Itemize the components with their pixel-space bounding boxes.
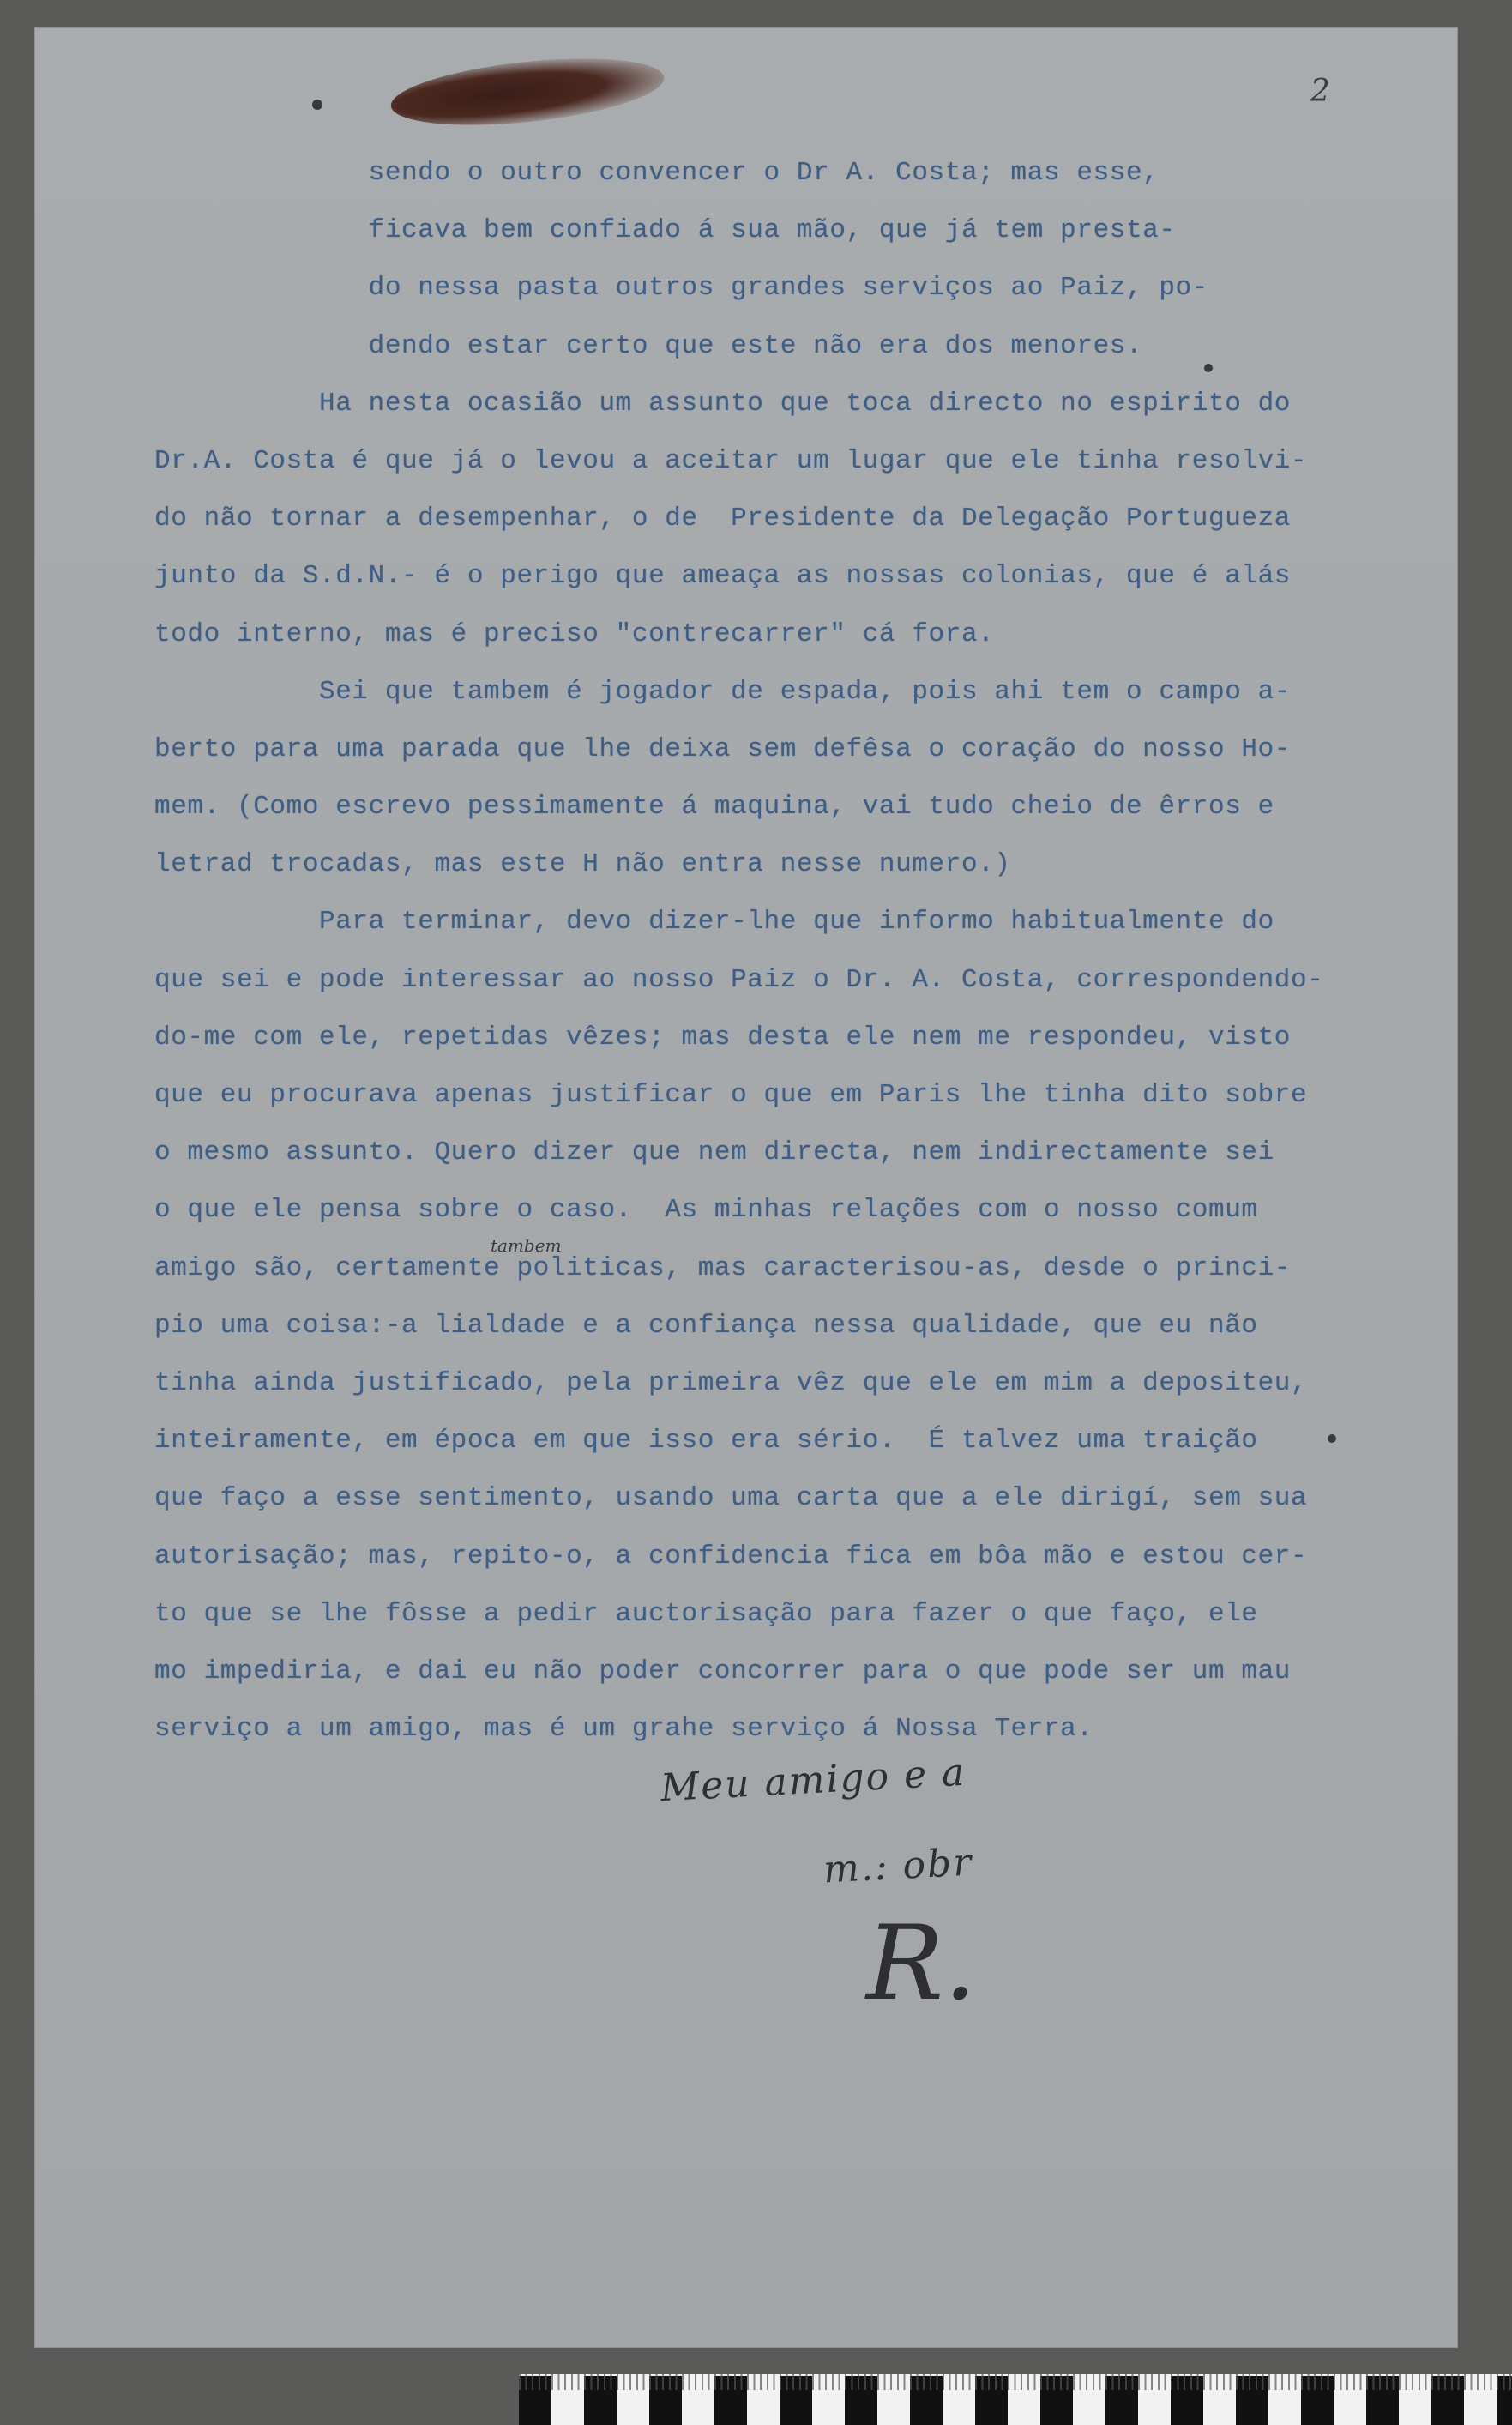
text-line: tinha ainda justificado, pela primeira vêz que ele em mim a depositeu,: [154, 1367, 1308, 1398]
text-line: que eu procurava apenas justificar o que em Paris lhe tinha dito sobre: [154, 1080, 1308, 1110]
page-number: 2: [1310, 74, 1330, 109]
text-line: to que se lhe fôsse a pedir auctorisação para fazer o que faço, ele: [154, 1598, 1258, 1629]
text-line: junto da S.d.N.- é o perigo que ameaça as nossas colonias, que é alás: [154, 561, 1292, 592]
ink-speck: [312, 100, 322, 110]
signature-closing-line1: Meu amigo e a: [659, 1750, 967, 1811]
text-line: do não tornar a desempenhar, o de Presidente da Delegação Portugueza: [154, 504, 1292, 534]
text-line: que faço a esse sentimento, usando uma carta que a ele dirigí, sem sua: [154, 1483, 1308, 1514]
text-line: do-me com ele, repetidas vêzes; mas desta ele nem me respondeu, visto: [154, 1022, 1292, 1053]
text-line: o mesmo assunto. Quero dizer que nem directa, nem indirectamente sei: [154, 1137, 1274, 1168]
text-line: autorisação; mas, repito-o, a confidencia fica em bôa mão e estou cer-: [154, 1541, 1308, 1571]
text-line: dendo estar certo que este não era dos menores.: [154, 330, 1143, 361]
text-line: sendo o outro convencer o Dr A. Costa; mas esse,: [154, 158, 1160, 188]
text-line: Para terminar, devo dizer-lhe que informo habitualmente do: [154, 907, 1274, 938]
signature-initial: R.: [866, 1904, 977, 2024]
ink-stain: [388, 47, 667, 136]
text-line: pio uma coisa:-a lialdade e a confiança nessa qualidade, que eu não: [154, 1310, 1258, 1341]
text-line: mem. (Como escrevo pessimamente á maquina, vai tudo cheio de êrros e: [154, 792, 1274, 823]
text-line: todo interno, mas é preciso "contrecarrer" cá fora.: [154, 618, 995, 649]
signature-closing-line2: m.: obr: [822, 1840, 974, 1892]
text-line: ficava bem confiado á sua mão, que já tem presta-: [154, 215, 1176, 246]
text-line: Ha nesta ocasião um assunto que toca directo no espirito do: [154, 388, 1292, 419]
text-line: que sei e pode interessar ao nosso Paiz o Dr. A. Costa, correspondendo-: [154, 964, 1324, 995]
text-line: Dr.A. Costa é que já o levou a aceitar um lugar que ele tinha resolvi-: [154, 445, 1308, 476]
typed-letter-body: [154, 144, 1372, 1758]
text-line: Sei que tambem é jogador de espada, pois ahi tem o campo a-: [154, 676, 1292, 707]
text-line: o que ele pensa sobre o caso. As minhas relações com o nosso comum: [154, 1195, 1258, 1226]
text-line: mo impediria, e dai eu não poder concorrer para o que pode ser um mau: [154, 1656, 1292, 1686]
scale-ruler-ticks: [519, 2374, 1512, 2390]
text-line: letrad trocadas, mas este H não entra nesse numero.): [154, 849, 1011, 880]
text-line: serviço a um amigo, mas é um grahe serviço á Nossa Terra.: [154, 1714, 1093, 1745]
handwritten-annotation: tambem: [491, 1235, 562, 1256]
text-line: do nessa pasta outros grandes serviços ao Paiz, po-: [154, 273, 1208, 304]
text-line: inteiramente, em época em que isso era sério. É talvez uma traição: [154, 1426, 1258, 1457]
text-line: amigo são, certamente politicas, mas caracterisou-as, desde o princi-: [154, 1252, 1292, 1283]
text-line: berto para uma parada que lhe deixa sem defêsa o coração do nosso Ho-: [154, 733, 1292, 764]
